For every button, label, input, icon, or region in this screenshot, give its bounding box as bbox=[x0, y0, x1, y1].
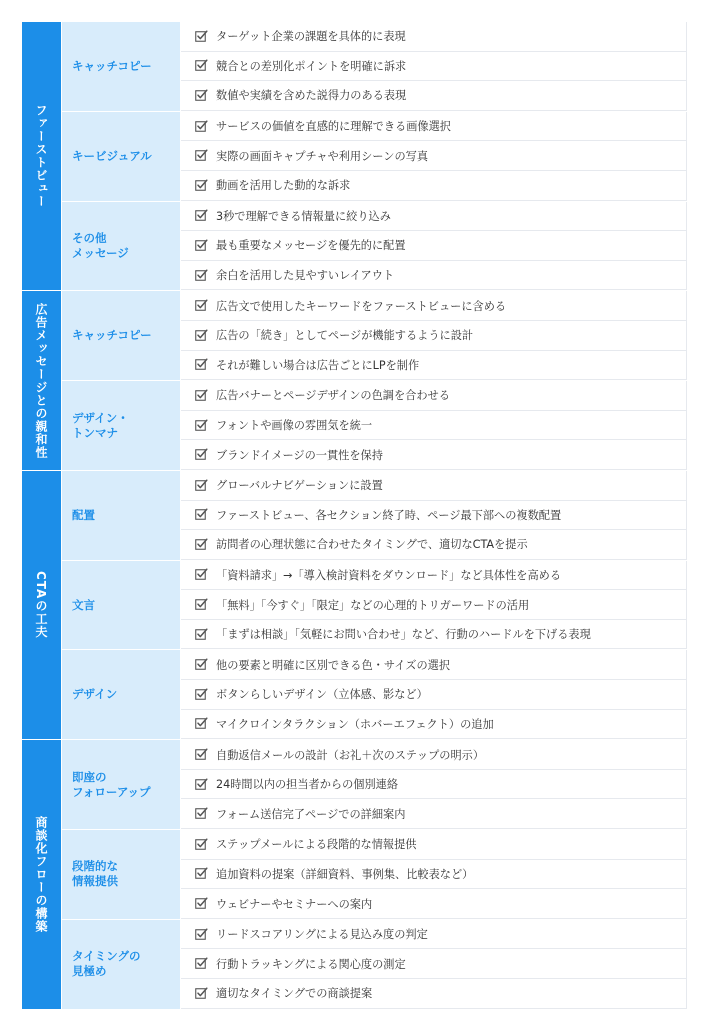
checkbox-check-icon bbox=[195, 807, 208, 820]
list-item: グローバルナビゲーションに設置 bbox=[181, 471, 687, 501]
group-catchcopy bbox=[62, 22, 687, 112]
checkbox-check-icon bbox=[195, 508, 208, 521]
checkbox-check-icon bbox=[195, 688, 208, 701]
checkbox-check-icon bbox=[195, 658, 208, 671]
list-item: 最も重要なメッセージを優先的に配置 bbox=[181, 231, 687, 261]
list-item: ウェビナーやセミナーへの案内 bbox=[181, 889, 687, 919]
list-item: フォーム送信完了ページでの詳細案内 bbox=[181, 799, 687, 829]
list-item: フォントや画像の雰囲気を統一 bbox=[181, 411, 687, 441]
group-label: デザイン bbox=[62, 650, 181, 739]
checkbox-check-icon bbox=[195, 30, 208, 43]
list-item: 競合との差別化ポイントを明確に訴求 bbox=[181, 52, 687, 82]
list-item: ステップメールによる段階的な情報提供 bbox=[181, 830, 687, 860]
list-item: 広告の「続き」としてページが機能するように設計 bbox=[181, 321, 687, 351]
checkbox-check-icon bbox=[195, 59, 208, 72]
list-item: リードスコアリングによる見込み度の判定 bbox=[181, 920, 687, 950]
list-item: 3秒で理解できる情報量に絞り込み bbox=[181, 202, 687, 232]
list-item: 自動返信メールの設計（お礼＋次のステップの明示） bbox=[181, 740, 687, 770]
group-label: キャッチコピー bbox=[62, 291, 181, 380]
list-item: 「資料請求」→「導入検討資料をダウンロード」など具体性を高める bbox=[181, 561, 687, 591]
checkbox-check-icon bbox=[195, 957, 208, 970]
group-timing bbox=[62, 920, 687, 1009]
checkbox-check-icon bbox=[195, 568, 208, 581]
group-label: デザイン・ トンマナ bbox=[62, 381, 181, 470]
list-item: それが難しい場合は広告ごとにLPを制作 bbox=[181, 351, 687, 381]
group-label: 文言 bbox=[62, 561, 181, 650]
list-item: マイクロインタラクション（ホバーエフェクト）の追加 bbox=[181, 710, 687, 740]
list-item: 適切なタイミングでの商談提案 bbox=[181, 979, 687, 1009]
checklist-table bbox=[22, 22, 687, 1010]
group-wording bbox=[62, 561, 687, 651]
group-label: その他 メッセージ bbox=[62, 202, 181, 291]
section-cta bbox=[22, 471, 687, 740]
list-item: 数値や実績を含めた説得力のある表現 bbox=[181, 81, 687, 111]
list-item: ファーストビュー、各セクション終了時、ページ最下部への複数配置 bbox=[181, 501, 687, 531]
checkbox-check-icon bbox=[195, 748, 208, 761]
group-label: 配置 bbox=[62, 471, 181, 560]
group-key-visual bbox=[62, 112, 687, 202]
list-item: 「無料」「今すぐ」「限定」などの心理的トリガーワードの活用 bbox=[181, 590, 687, 620]
checkbox-check-icon bbox=[195, 598, 208, 611]
checkbox-check-icon bbox=[195, 329, 208, 342]
list-item: 行動トラッキングによる関心度の測定 bbox=[181, 949, 687, 979]
group-catchcopy bbox=[62, 291, 687, 381]
list-item: 「まずは相談」「気軽にお問い合わせ」など、行動のハードルを下げる表現 bbox=[181, 620, 687, 650]
group-design-tone bbox=[62, 381, 687, 470]
section-label: 商談化フローの構築 bbox=[22, 740, 62, 1008]
checkbox-check-icon bbox=[195, 389, 208, 402]
group-label: 即座の フォローアップ bbox=[62, 740, 181, 829]
group-label: 段階的な 情報提供 bbox=[62, 830, 181, 919]
checkbox-check-icon bbox=[195, 209, 208, 222]
checkbox-check-icon bbox=[195, 778, 208, 791]
group-label: キービジュアル bbox=[62, 112, 181, 201]
group-label: タイミングの 見極め bbox=[62, 920, 181, 1009]
checkbox-check-icon bbox=[195, 299, 208, 312]
section-label: 広告メッセージとの親和性 bbox=[22, 291, 62, 470]
section-label: ファーストビュー bbox=[22, 22, 62, 290]
checkbox-check-icon bbox=[195, 479, 208, 492]
checkbox-check-icon bbox=[195, 269, 208, 282]
checkbox-check-icon bbox=[195, 838, 208, 851]
checkbox-check-icon bbox=[195, 717, 208, 730]
list-item: サービスの価値を直感的に理解できる画像選択 bbox=[181, 112, 687, 142]
list-item: 動画を活用した動的な訴求 bbox=[181, 171, 687, 201]
list-item: 24時間以内の担当者からの個別連絡 bbox=[181, 770, 687, 800]
checkbox-check-icon bbox=[195, 987, 208, 1000]
list-item: ブランドイメージの一貫性を保持 bbox=[181, 440, 687, 470]
list-item: 追加資料の提案（詳細資料、事例集、比較表など） bbox=[181, 860, 687, 890]
section-label: CTAの工夫 bbox=[22, 471, 62, 739]
group-staged-info bbox=[62, 830, 687, 920]
checkbox-check-icon bbox=[195, 538, 208, 551]
list-item: 余白を活用した見やすいレイアウト bbox=[181, 261, 687, 291]
checkbox-check-icon bbox=[195, 419, 208, 432]
group-placement bbox=[62, 471, 687, 561]
checkbox-check-icon bbox=[195, 448, 208, 461]
list-item: 実際の画面キャプチャや利用シーンの写真 bbox=[181, 141, 687, 171]
checkbox-check-icon bbox=[195, 179, 208, 192]
list-item: 訪問者の心理状態に合わせたタイミングで、適切なCTAを提示 bbox=[181, 530, 687, 560]
group-immediate-followup bbox=[62, 740, 687, 830]
checkbox-check-icon bbox=[195, 239, 208, 252]
section-first-view bbox=[22, 22, 687, 291]
group-design bbox=[62, 650, 687, 739]
section-deal-flow bbox=[22, 740, 687, 1009]
list-item: ターゲット企業の課題を具体的に表現 bbox=[181, 22, 687, 52]
checkbox-check-icon bbox=[195, 358, 208, 371]
checkbox-check-icon bbox=[195, 120, 208, 133]
checkbox-check-icon bbox=[195, 628, 208, 641]
group-other-message bbox=[62, 202, 687, 291]
checkbox-check-icon bbox=[195, 867, 208, 880]
list-item: 広告文で使用したキーワードをファーストビューに含める bbox=[181, 291, 687, 321]
list-item: 広告バナーとページデザインの色調を合わせる bbox=[181, 381, 687, 411]
checkbox-check-icon bbox=[195, 928, 208, 941]
checkbox-check-icon bbox=[195, 149, 208, 162]
list-item: 他の要素と明確に区別できる色・サイズの選択 bbox=[181, 650, 687, 680]
list-item: ボタンらしいデザイン（立体感、影など） bbox=[181, 680, 687, 710]
checkbox-check-icon bbox=[195, 897, 208, 910]
section-ad-affinity bbox=[22, 291, 687, 471]
checkbox-check-icon bbox=[195, 89, 208, 102]
group-label: キャッチコピー bbox=[62, 22, 181, 111]
